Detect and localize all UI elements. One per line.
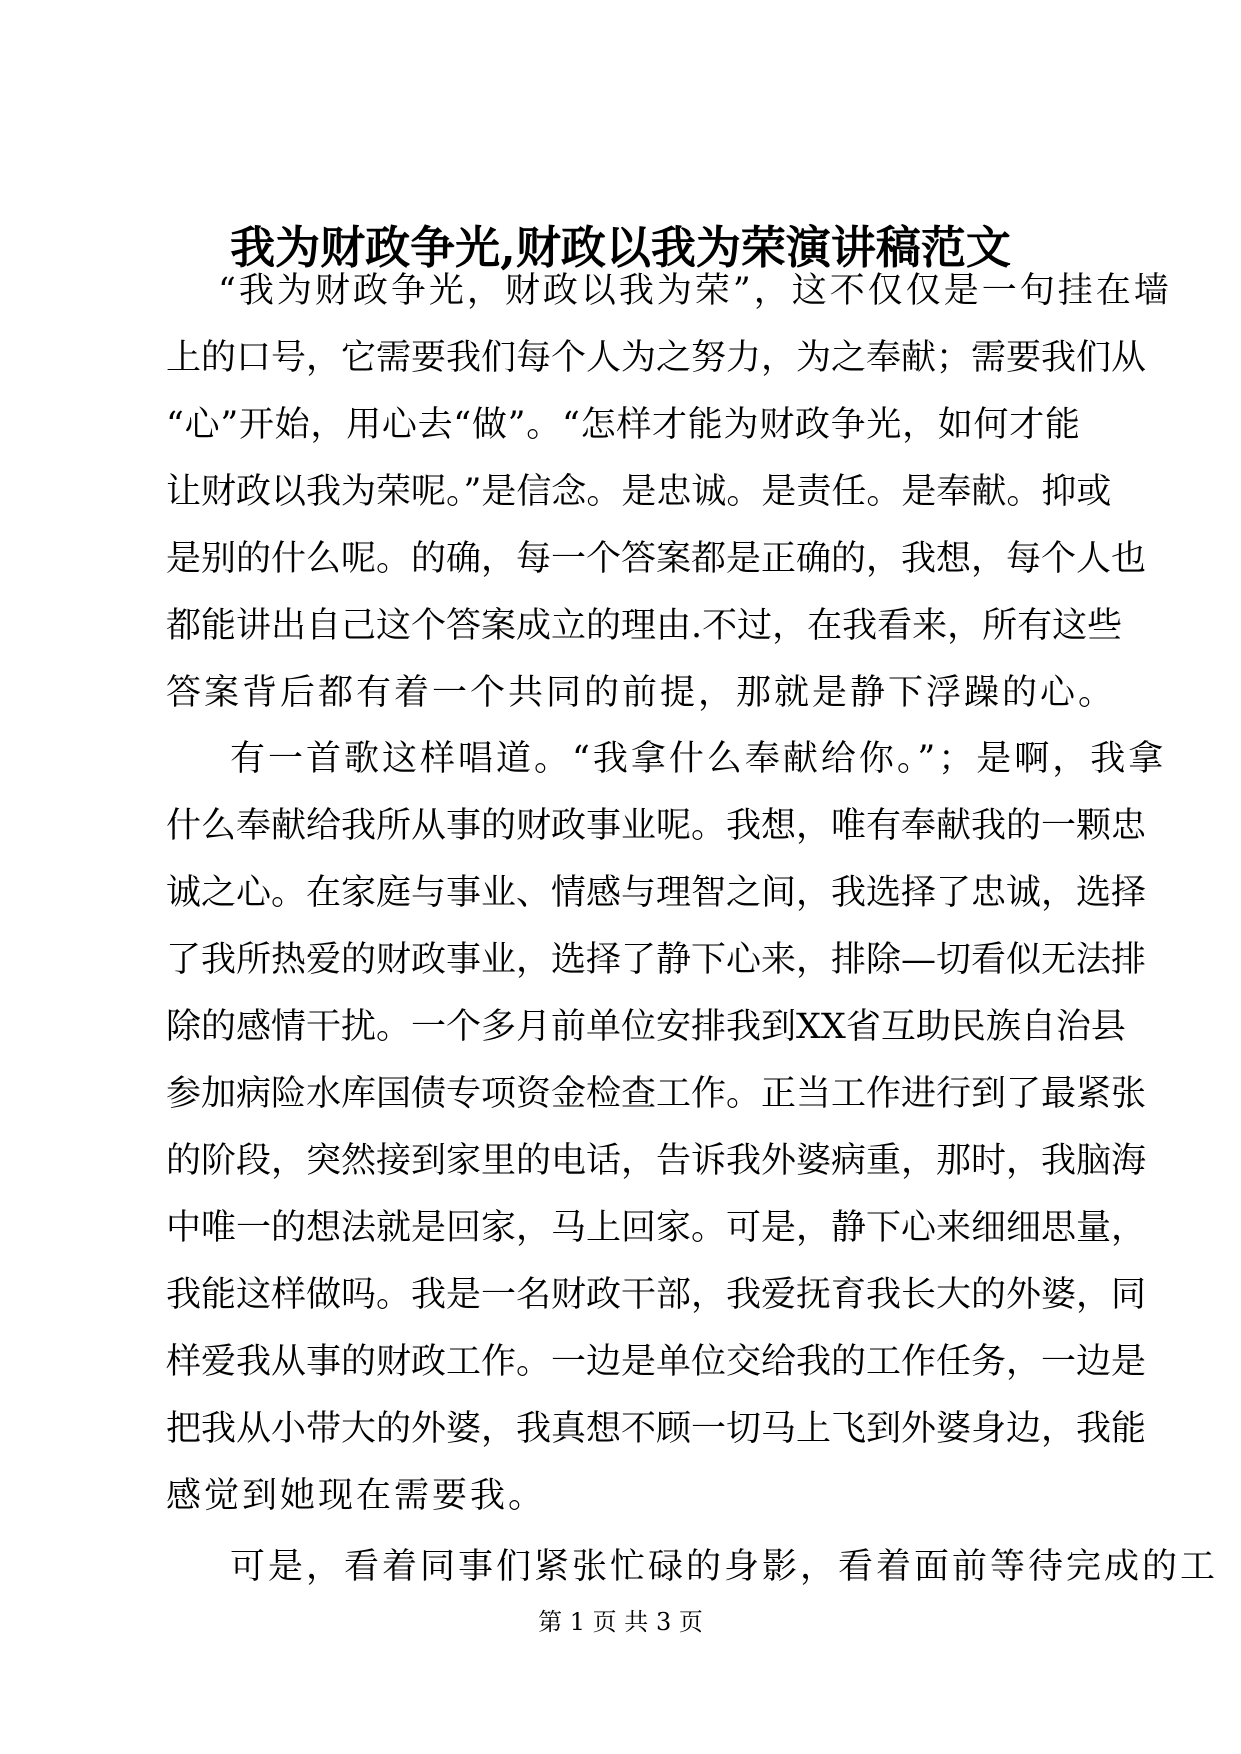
document-title: 我为财政争光,财政以我为荣演讲稿范文 bbox=[230, 221, 1011, 274]
text-line: 都能讲出自己这个答案成立的理由.不过，在我看来，所有这些 bbox=[166, 606, 1123, 646]
paragraph-2 bbox=[166, 726, 1167, 1530]
text-line: 除的感情干扰。一个多月前单位安排我到XX省互助民族自治县 bbox=[166, 1007, 1126, 1047]
page-footer: 第 1 页 共 3 页 bbox=[538, 1608, 703, 1636]
text-line: 可是，看着同事们紧张忙碌的身影，看着面前等待完成的工 bbox=[230, 1547, 1219, 1587]
text-line: 感觉到她现在需要我。 bbox=[166, 1476, 547, 1516]
text-line: 诚之心。在家庭与事业、情感与理智之间，我选择了忠诚，选择 bbox=[166, 873, 1147, 913]
paragraph-3 bbox=[166, 1534, 1219, 1601]
text-line: “心”开始，用心去“做”。“怎样才能为财政争光，如何才能 bbox=[166, 405, 1080, 445]
text-line: 上的口号，它需要我们每个人为之努力，为之奉献；需要我们从 bbox=[166, 338, 1147, 378]
text-line: 让财政以我为荣呢。”是信念。是忠诚。是责任。是奉献。抑或 bbox=[166, 472, 1112, 512]
text-line: 样爱我从事的财政工作。一边是单位交给我的工作任务，一边是 bbox=[166, 1342, 1147, 1382]
paragraph-1 bbox=[166, 258, 1172, 727]
text-line: 参加病险水库国债专项资金检查工作。正当工作进行到了最紧张 bbox=[166, 1074, 1147, 1114]
text-line: 答案背后都有着一个共同的前提，那就是静下浮躁的心。 bbox=[166, 673, 1117, 713]
text-line: 我能这样做吗。我是一名财政干部，我爱抚育我长大的外婆，同 bbox=[166, 1275, 1147, 1315]
text-line: 把我从小带大的外婆，我真想不顾一切马上飞到外婆身边，我能 bbox=[166, 1409, 1147, 1449]
text-line: 了我所热爱的财政事业，选择了静下心来，排除—切看似无法排 bbox=[166, 940, 1147, 980]
text-line: 有一首歌这样唱道。“我拿什么奉献给你。”；是啊，我拿 bbox=[230, 739, 1167, 779]
text-line: 的阶段，突然接到家里的电话，告诉我外婆病重，那时，我脑海 bbox=[166, 1141, 1147, 1181]
text-line: “我为财政争光，财政以我为荣”，这不仅仅是一句挂在墙 bbox=[218, 271, 1172, 311]
text-line: 中唯一的想法就是回家，马上回家。可是，静下心来细细思量， bbox=[166, 1208, 1147, 1248]
text-line: 是别的什么呢。的确，每一个答案都是正确的，我想，每个人也 bbox=[166, 539, 1147, 579]
text-line: 什么奉献给我所从事的财政事业呢。我想，唯有奉献我的一颗忠 bbox=[166, 806, 1147, 846]
